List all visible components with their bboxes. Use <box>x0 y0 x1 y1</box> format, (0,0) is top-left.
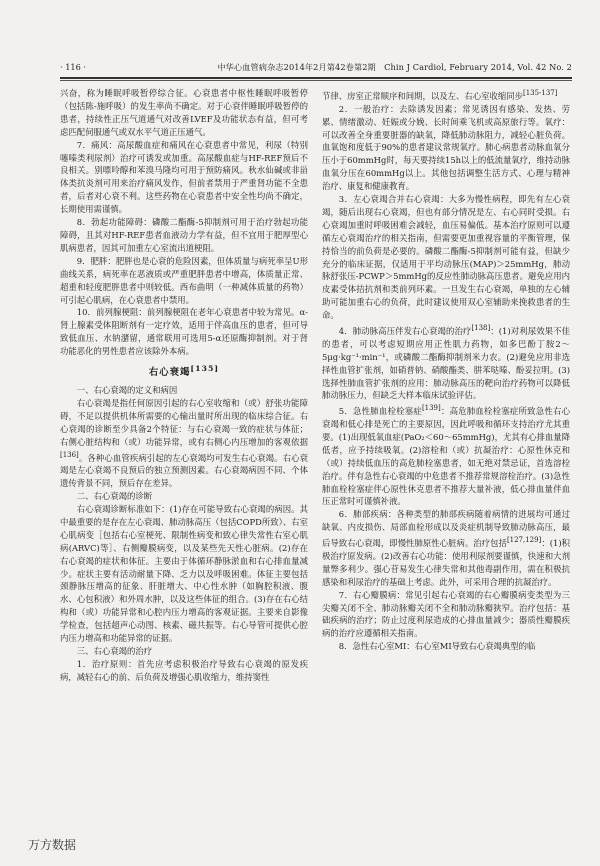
paragraph: 8．急性右心室MI：右心室MI导致右心衰竭典型的临 <box>338 641 536 652</box>
citation-ref: [135-137] <box>523 89 558 97</box>
watermark: 万方数据 <box>28 838 77 852</box>
page-header <box>60 59 572 75</box>
paragraph-text: 节律、房室正常顺序和间期，以及左、右心室收缩同步 <box>322 90 523 101</box>
paragraph-text: ：(1)对利尿效果不佳的患者，可以考虑短期应用正性肌力药物，如多巴酚丁胺2～5μg·kg⁻¹·min⁻¹，或磷酸二酯酶抑制剂米力农。(2)避免应用非选择性血管扩张剂，如硝普钠、硝酸酯类、肼苯哒嗪、酚妥拉明。(3)选择性肺血管扩张剂的应用：肺动脉高压的靶向治疗药物可以降低肺动脉压力，但缺乏大样本临床试验评估。 <box>322 325 570 401</box>
paragraph <box>322 508 570 588</box>
paragraph-text: 右心衰竭是指任何原因引起的右心室收缩和（或）舒张功能障碍，不足以提供机体所需要的心输出量时所出现的临床综合征。右心衰竭的诊断至少具备2个特征：与右心衰竭一致的症状与体征；右侧心脏结构和（或）功能异常，或有右侧心内压增加的客观依据 <box>60 397 308 447</box>
paragraph <box>322 87 570 103</box>
section-title-text: 右心衰竭 <box>148 367 191 379</box>
paragraph-text: 6．肺部疾病：各种类型的肺部疾病随着病情的进展均可通过缺氧、内皮损伤、局部血栓形成以及炎症机制导致肺动脉高压，最后导致右心衰竭，即慢性肺原性心脏病。治疗包括 <box>322 509 570 548</box>
citation-ref: [136] <box>60 450 79 459</box>
journal-citation: 中华心血管病杂志2014年2月第42卷第2期 Chin J Cardiol, February 2014, Vol. 42 No. 2 <box>217 61 572 72</box>
section-title <box>60 363 308 380</box>
paragraph: 8．勃起功能障碍：磷酸二酯酶-5抑制剂可用于治疗勃起功能障碍，且其对HF-REF患者血液动力学有益，但不宜用于肥厚型心肌病患者，因其可加重左心室流出道梗阻。 <box>60 217 308 253</box>
paragraph-text: ：(1)积极治疗原发病。(2)改善右心功能：使用利尿剂要谨慎，快速和大剂量弊多利少。强心苷易发生心律失常和其他毒副作用，需在积极抗感染和利尿治疗的基础上考虑。此外，可采用合理的抗凝治疗。 <box>322 538 570 587</box>
header-rule-thick <box>60 77 572 79</box>
paragraph: 右心衰竭诊断标准如下：(1)存在可能导致右心衰竭的病因。其中最重要的是存在左心衰竭、肺动脉高压（包括COPD所致）、右室心肌病变［包括右心室梗死、限制性病变和致心律失常性右室心肌病(ARVC)等］、右侧瓣膜病变，以及某些先天性心脏病。(2)存在右心衰竭的症状和体征。主要由于体循环静脉淤血和右心排血量减少。症状主要有活动耐量下降、乏力以及呼吸困难。体征主要包括颈静脉压增高的征象、肝脏增大、中心性水肿（如胸腔积液、腹水、心包积液）和外周水肿，以及这些体征的组合。(3)存在右心结构和（或）功能异常和心腔内压力增高的客观证据。主要来自影像学检查，包括超声心动图、核素、磁共振等。右心导管可提供心腔内压力增高和功能异常的证据。 <box>60 504 308 644</box>
paragraph: 10．前列腺梗阻：前列腺梗阻在老年心衰患者中较为常见。α-肾上腺素受体阻断剂有一定疗效，适用于伴高血压的患者，但可导致低血压、水钠潴留，通常联用可选用5-α还原酶抑制剂。对于肾功能恶化的男性患者应该除外本病。 <box>60 307 308 357</box>
paragraph-text: 5．急性肺血栓栓塞症 <box>338 406 422 417</box>
citation-ref: [135] <box>190 364 220 374</box>
paragraph: 9．肥胖：肥胖也是心衰的危险因素，但体质量与病死率呈U形曲线关系，病死率在恶液质或严重肥胖患者中增高，体质量正常、超重和轻度肥胖患者中则较低。西布曲明（一种减体质量的药物）可引起心肌病，在心衰患者中禁用。 <box>60 255 308 305</box>
subsection-heading: 一、右心衰竭的定义和病因 <box>76 385 178 396</box>
citation-ref: [138] <box>471 324 491 333</box>
citation-ref: [139] <box>421 404 441 413</box>
paragraph: 1．治疗原则：首先应考虑积极治疗导致右心衰竭的原发疾病，减轻右心的前、后负荷及增强心肌收缩力，维持窦性 <box>60 658 308 682</box>
paragraph: 兴奋，称为睡眠呼吸暂停综合征。心衰患者中枢性睡眠呼吸暂停（包括陈-施呼吸）的发生率尚不确定。对于心衰伴睡眠呼吸暂停的患者，持续性正压气道通气对改善LVEF及功能状态有益，但可考虑匹配伺服通气或双水平气道正压通气。 <box>60 88 308 137</box>
subsection-heading: 二、右心衰竭的诊断 <box>76 491 153 502</box>
page-number: · 116 · <box>60 62 87 72</box>
right-column <box>322 87 570 653</box>
paragraph-text: ：高危肺血栓栓塞症所致急性右心衰竭和低心排是死亡的主要原因，因此呼吸和循环支持治疗尤其重要。(1)出现低氧血症(PaO₂＜60～65mmHg)，尤其有心排血量降低者，应予持续吸氧。(2)溶栓和（或）抗凝治疗：心原性休克和（或）持续低血压的高危肺栓塞患者，如无绝对禁忌证，首选溶栓治疗。伴有急性右心衰竭的中危患者不推荐常规溶栓治疗。(3)急性肺血栓栓塞症伴心原性休克患者不推荐大量补液，低心排血量伴血压正常时可谨慎补液。 <box>322 406 570 507</box>
citation-ref: [127,129] <box>506 536 542 545</box>
paragraph-text: 。各种心血管疾病引起的左心衰竭均可发生右心衰竭。右心衰竭是左心衰竭不良预后的独立预测因素。右心衰竭病因不同、个体遗传背景不同，预后存在差异。 <box>60 452 308 489</box>
paragraph: 2．一般治疗：去除诱发因素；常见诱因有感染、发热、劳累、情绪激动、妊娠或分娩、长时间乘飞机或高原旅行等。氧疗：可以改善全身重要脏器的缺氧，降低肺动脉阻力，减轻心脏负荷。血氧饱和度低于90%的患者建议常规氧疗。肺心病患者动脉血氧分压小于60mmHg时，每天要持续15h以上的低流量氧疗，维持动脉血氧分压在60mmHg以上。其他包括调整生活方式、心理与精神治疗、康复和健康教育。 <box>322 103 570 192</box>
paragraph <box>322 402 570 508</box>
paragraph-text: 4．肺动脉高压伴发右心衰竭的治疗 <box>338 325 472 336</box>
subsection-heading: 三、右心衰竭的治疗 <box>76 645 153 656</box>
paragraph: 7．右心瓣膜病：常见引起右心衰竭的右心瓣膜病变类型为三尖瓣关闭不全、肺动脉瓣关闭不全和肺动脉瓣狭窄。治疗包括：基础疾病的治疗；防止过度利尿造成的心排血量减少；器质性瓣膜疾病的治疗应遵循相关指南。 <box>322 589 570 639</box>
paragraph <box>60 397 308 490</box>
paragraph <box>322 322 570 402</box>
left-column <box>60 87 308 684</box>
paragraph: 7．痛风：高尿酸血症和痛风在心衰患者中常见，利尿（特别噻嗪类利尿剂）治疗可诱发或加重。高尿酸血症与HF-REF预后不良相关。别嘌呤醇和苯溴马隆均可用于预防痛风。秋水仙碱或非甾体类抗炎剂可用来治疗痛风发作，但前者禁用于严重肾功能不全患者，后者对心衰不利。这些药物在心衰患者中安全性均尚不确定，长期使用需谨慎。 <box>60 139 308 215</box>
header-rule-thin <box>60 80 572 81</box>
paragraph: 3．左心衰竭合并右心衰竭：大多为慢性病程，即先有左心衰竭，随后出现右心衰竭，但也有部分情况是左、右心同时受损。右心衰竭加重时呼吸困难会减轻，血压易偏低。基本治疗原则可以遵循左心衰竭治疗的相关指南，但需要更加重视容量的平衡管理，保持恰当的前负荷是必要的。磷酸二酯酶-5抑制剂可能有益，但缺少充分的临床证据，仅适用于平均动脉压(MAP)＞25mmHg，肺动脉舒张压-PCWP＞5mmHg的反应性肺动脉高压患者。避免应用内皮素受体拮抗剂和类前列环素。一旦发生右心衰竭，单独的左心辅助可能加重右心的负荷，此时建议使用双心室辅助来挽救患者的生命。 <box>322 194 570 321</box>
